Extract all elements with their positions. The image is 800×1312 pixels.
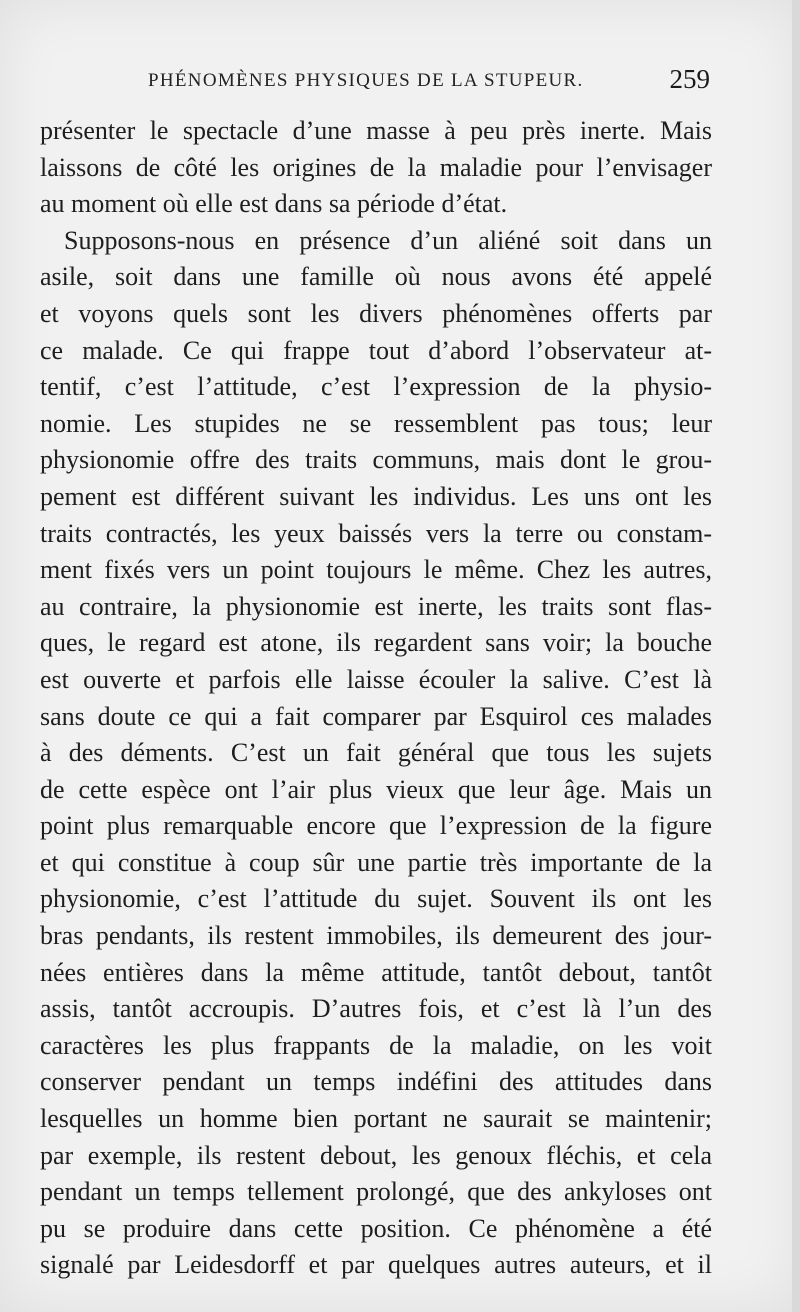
running-head [40, 64, 712, 100]
text-line: au contraire, la physionomie est inerte, les traits sont flas- [40, 591, 712, 621]
text-line: point plus remarquable encore que l’expression de la figure [40, 811, 712, 841]
text-line: asile, soit dans une famille où nous avons été appelé [40, 262, 712, 292]
text-line: physionomie offre des traits communs, mais dont le grou- [40, 445, 712, 475]
text-line: physionomie, c’est l’attitude du sujet. Souvent ils ont les [40, 884, 712, 914]
text-line: Supposons-nous en présence d’un aliéné soit dans un [64, 225, 712, 255]
text-line: ment fixés vers un point toujours le même. Chez les autres, [40, 555, 712, 585]
text-line: par exemple, ils restent debout, les genoux fléchis, et cela [40, 1140, 712, 1170]
text-line: est ouverte et parfois elle laisse écouler la salive. C’est là [40, 664, 712, 694]
text-line: pement est différent suivant les individus. Les uns ont les [40, 481, 712, 511]
text-line: traits contractés, les yeux baissés vers la terre ou constam- [40, 518, 712, 548]
text-line: nées entières dans la même attitude, tantôt debout, tantôt [40, 957, 712, 987]
text-line: sans doute ce qui a fait comparer par Esquirol ces malades [40, 701, 712, 731]
text-line: nomie. Les stupides ne se ressemblent pas tous; leur [40, 408, 712, 438]
text-line: tentif, c’est l’attitude, c’est l’expression de la physio- [40, 372, 712, 402]
text-line: ques, le regard est atone, ils regardent sans voir; la bouche [40, 628, 712, 658]
text-line: et voyons quels sont les divers phénomènes offerts par [40, 298, 712, 328]
text-line: bras pendants, ils restent immobiles, ils demeurent des jour- [40, 921, 712, 951]
running-title: PHÉNOMÈNES PHYSIQUES DE LA STUPEUR. [148, 70, 584, 91]
text-line: conserver pendant un temps indéfini des attitudes dans [40, 1067, 712, 1097]
text-line: pu se produire dans cette position. Ce phénomène a été [40, 1213, 712, 1243]
text-line: de cette espèce ont l’air plus vieux que leur âge. Mais un [40, 774, 712, 804]
text-body [40, 113, 712, 1284]
page-number: 259 [669, 64, 710, 94]
text-line: à des déments. C’est un fait général que tous les sujets [40, 738, 712, 768]
text-line: caractères les plus frappants de la maladie, on les voit [40, 1030, 712, 1060]
text-line: au moment où elle est dans sa période d’état. [40, 189, 508, 219]
text-line: ce malade. Ce qui frappe tout d’abord l’observateur at- [40, 335, 712, 365]
page-edge [792, 0, 800, 1312]
text-line: signalé par Leidesdorff et par quelques autres auteurs, et il [40, 1250, 712, 1280]
text-line: et qui constitue à coup sûr une partie très importante de la [40, 847, 712, 877]
text-line: laissons de côté les origines de la maladie pour l’envisager [40, 152, 712, 182]
text-line: présenter le spectacle d’une masse à peu près inerte. Mais [40, 116, 712, 145]
text-line: pendant un temps tellement prolongé, que des ankyloses ont [40, 1177, 712, 1207]
text-line: assis, tantôt accroupis. D’autres fois, et c’est là l’un des [40, 994, 712, 1024]
text-line: lesquelles un homme bien portant ne saurait se maintenir; [40, 1104, 712, 1134]
